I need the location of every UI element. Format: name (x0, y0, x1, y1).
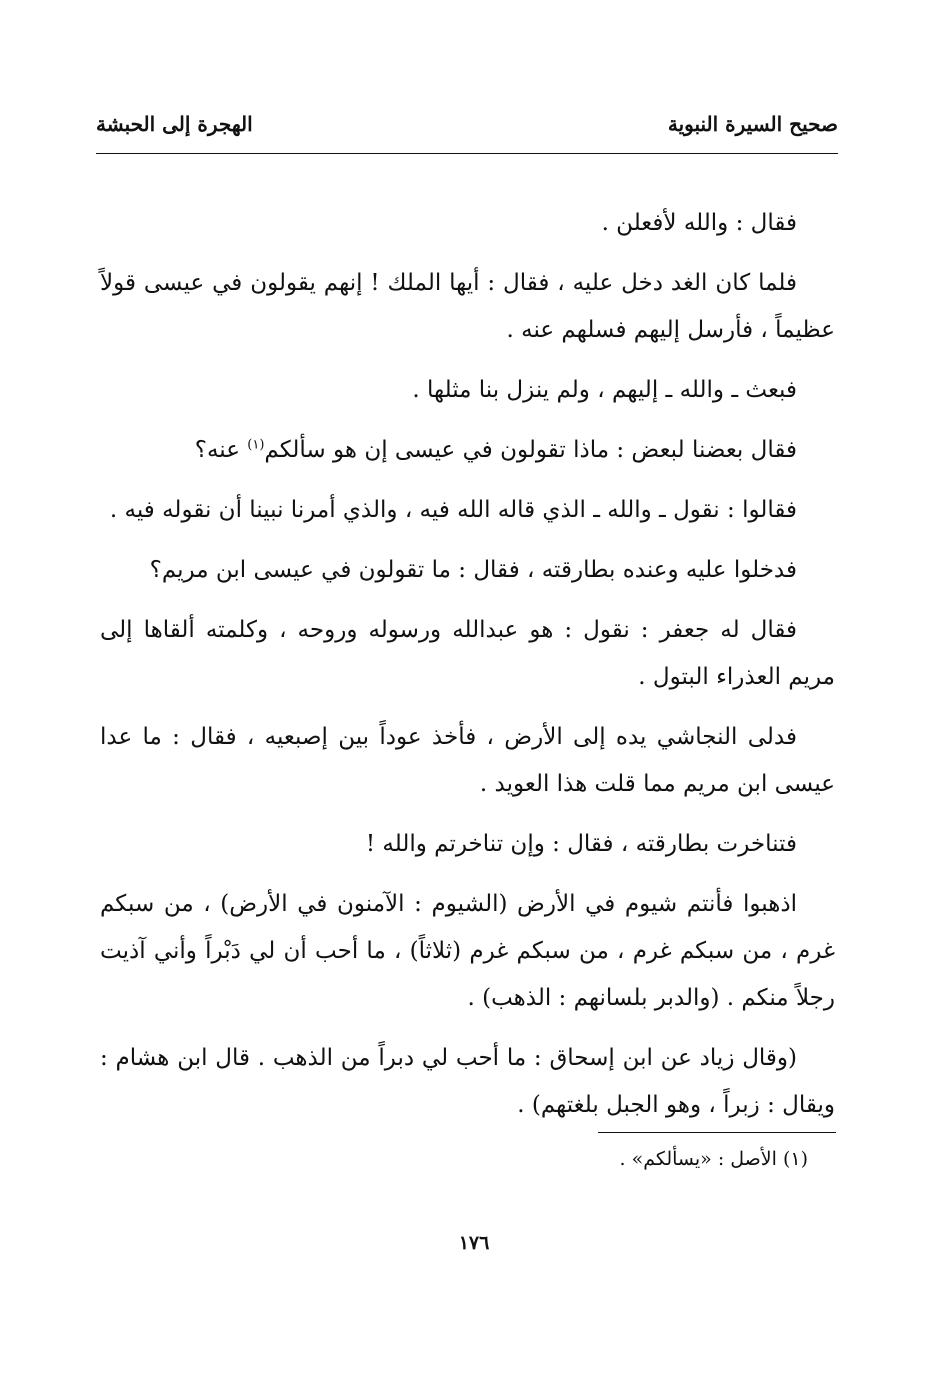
paragraph: فتناخرت بطارقته ، فقال : وإن تناخرتم والله ! (365, 831, 797, 857)
page-number: ١٧٦ (458, 1232, 490, 1254)
paragraph: فدخلوا عليه وعنده بطارقته ، فقال : ما تقولون في عيسى ابن مريم؟ (149, 557, 797, 583)
paragraph: اذهبوا فأنتم شيوم في الأرض (الشيوم : الآمنون في الأرض) ، من سبكم غرم ، من سبكم غرم ، من سبكم غرم (ثلاثاً) ، ما أحب أن لي دَبْراً وأني آذيت رجلاً منكم . (والدبر بلسانهم : الذهب) . (100, 891, 835, 1011)
paragraph-with-footnote-ref (100, 427, 835, 474)
chapter-title: الهجرة إلى الحبشة (96, 112, 253, 136)
paragraph: فبعث ـ والله ـ إليهم ، ولم ينزل بنا مثلها . (412, 377, 797, 403)
paragraph: فلما كان الغد دخل عليه ، فقال : أيها الملك ! إنهم يقولون في عيسى قولاً عظيماً ، فأرسل إليهم فسلهم عنه . (100, 270, 835, 343)
footnote-reference[interactable]: (١) (247, 437, 265, 453)
paragraph-text: فقال بعضنا لبعض : ماذا تقولون في عيسى إن هو سألكم (264, 437, 797, 463)
body-text (100, 200, 835, 1142)
book-title: صحيح السيرة النبوية (667, 112, 838, 136)
footnote-divider (598, 1132, 836, 1133)
paragraph: فقالوا : نقول ـ والله ـ الذي قاله الله فيه ، والذي أمرنا نبينا أن نقوله فيه . (109, 497, 797, 523)
paragraph: فدلى النجاشي يده إلى الأرض ، فأخذ عوداً بين إصبعيه ، فقال : ما عدا عيسى ابن مريم مما قلت هذا العويد . (100, 724, 835, 797)
paragraph: فقال له جعفر : نقول : هو عبدالله ورسوله وروحه ، وكلمته ألقاها إلى مريم العذراء البتول . (100, 617, 835, 690)
header-divider (96, 153, 838, 154)
paragraph: فقال : والله لأفعلن . (601, 210, 797, 236)
paragraph: (وقال زياد عن ابن إسحاق : ما أحب لي دبراً من الذهب . قال ابن هشام : ويقال : زبراً ، وهو الجبل بلغتهم) . (100, 1045, 835, 1118)
paragraph-text-end: عنه؟ (194, 437, 248, 463)
running-header (96, 112, 838, 152)
footnote: (١) الأصل : «يسألكم» . (619, 1148, 808, 1170)
